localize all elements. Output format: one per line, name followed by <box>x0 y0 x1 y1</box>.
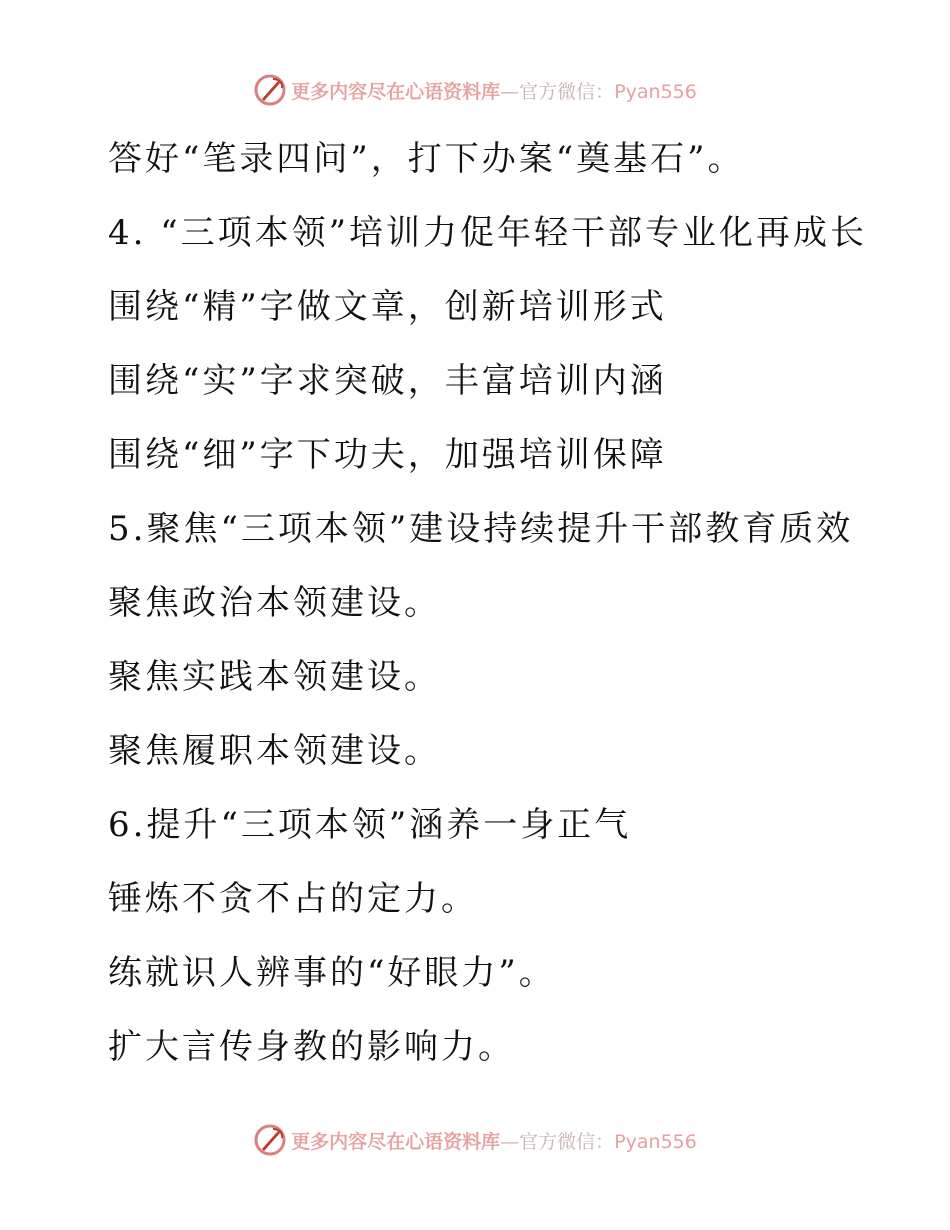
watermark-wechat-id: Pyan556 <box>614 1130 697 1153</box>
watermark-wechat-label: —官方微信： <box>500 1130 615 1153</box>
watermark-site: 更多内容尽在心语资料库 <box>291 1130 501 1153</box>
watermark-site: 更多内容尽在心语资料库 <box>291 80 501 103</box>
document-body <box>108 122 898 1084</box>
section-heading-5: 5.聚焦“三项本领”建设持续提升干部教育质效 <box>108 509 854 549</box>
text-line: 聚焦政治本领建设。 <box>108 583 441 623</box>
text-line: 答好“笔录四问”，打下办案“奠基石”。 <box>108 139 745 179</box>
watermark-text <box>291 1127 697 1154</box>
text-line: 围绕“精”字做文章，创新培训形式 <box>108 287 667 327</box>
text-line: 扩大言传身教的影响力。 <box>108 1027 515 1067</box>
quill-logo-icon <box>253 73 287 107</box>
watermark-wechat-id: Pyan556 <box>614 80 697 103</box>
section-heading-4: 4. “三项本领”培训力促年轻干部专业化再成长 <box>108 213 868 253</box>
header-watermark <box>0 70 950 110</box>
quill-logo-icon <box>253 1123 287 1157</box>
footer-watermark <box>0 1120 950 1160</box>
text-line: 锤炼不贪不占的定力。 <box>108 879 478 919</box>
section-heading-6: 6.提升“三项本领”涵养一身正气 <box>108 805 632 845</box>
watermark-text <box>291 77 697 104</box>
text-line: 围绕“细”字下功夫，加强培训保障 <box>108 435 667 475</box>
text-line: 聚焦履职本领建设。 <box>108 731 441 771</box>
text-line: 聚焦实践本领建设。 <box>108 657 441 697</box>
text-line: 练就识人辨事的“好眼力”。 <box>108 953 556 993</box>
watermark-wechat-label: —官方微信： <box>500 80 615 103</box>
text-line: 围绕“实”字求突破，丰富培训内涵 <box>108 361 667 401</box>
